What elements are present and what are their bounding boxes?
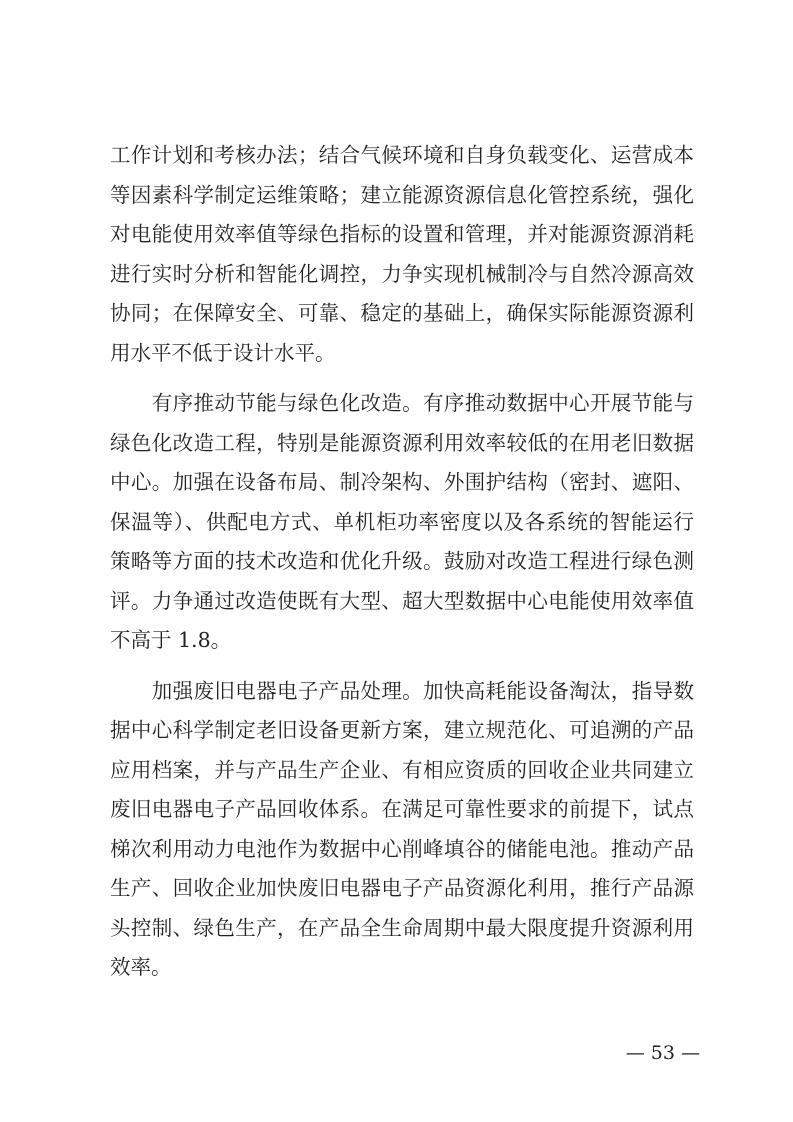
text-line: 评。力争通过改造使既有大型、超大型数据中心电能使用效率值 [110,588,694,613]
text-line: 梯次利用动力电池作为数据中心削峰填谷的储能电池。推动产品 [110,836,694,861]
text-line: 废旧电器电子产品回收体系。在满足可靠性要求的前提下，试点 [110,797,694,821]
text-line: 绿色化改造工程，特别是能源资源利用效率较低的在用老旧数据 [110,430,694,455]
text-line: 效率。 [110,955,172,979]
text-line: 策略等方面的技术改造和优化升级。鼓励对改造工程进行绿色测 [110,549,694,573]
text-line: 保温等）、供配电方式、单机柜功率密度以及各系统的智能运行 [110,509,694,534]
body-text [110,136,694,999]
paragraph-3 [110,672,694,988]
text-line: 据中心科学制定老旧设备更新方案，建立规范化、可追溯的产品 [110,718,694,742]
text-line: 工作计划和考核办法；结合气候环境和自身负载变化、运营成本 [110,143,694,167]
page-number: — 53 — [625,1042,700,1064]
paragraph-2 [110,384,694,661]
text-line: 中心。加强在设备布局、制冷架构、外围护结构（密封、遮阳、 [110,470,694,494]
paragraph-1 [110,136,694,373]
text-line: 应用档案，并与产品生产企业、有相应资质的回收企业共同建立 [110,757,694,782]
text-line: 用水平不低于设计水平。 [110,340,336,365]
text-line: 不高于 1.8。 [110,628,232,652]
text-line: 头控制、绿色生产，在产品全生命周期中最大限度提升资源利用 [110,915,694,940]
text-line: 加强废旧电器电子产品处理。加快高耗能设备淘汰，指导数 [110,678,694,703]
text-line: 协同；在保障安全、可靠、稳定的基础上，确保实际能源资源利 [110,301,694,325]
text-line: 有序推动节能与绿色化改造。有序推动数据中心开展节能与 [110,391,694,415]
text-line: 对电能使用效率值等绿色指标的设置和管理，并对能源资源消耗 [110,222,694,246]
text-line: 生产、回收企业加快废旧电器电子产品资源化利用，推行产品源 [110,876,694,900]
text-line: 进行实时分析和智能化调控，力争实现机械制冷与自然冷源高效 [110,261,694,286]
text-line: 等因素科学制定运维策略；建立能源资源信息化管控系统，强化 [110,182,694,207]
